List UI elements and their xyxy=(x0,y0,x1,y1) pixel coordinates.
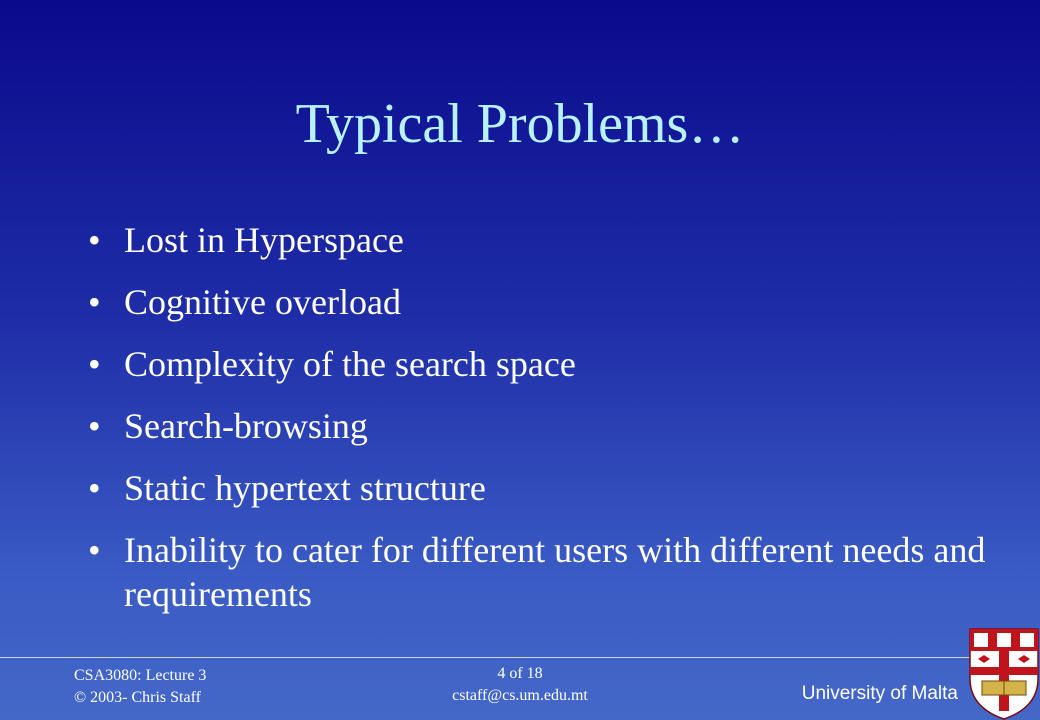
bullet-item xyxy=(88,280,988,324)
bullet-text: Lost in Hyperspace xyxy=(124,220,404,260)
bullet-text: Complexity of the search space xyxy=(124,344,576,384)
crest-top-block-1 xyxy=(974,633,988,647)
bullet-item xyxy=(88,218,988,262)
bullet-text: Inability to cater for different users with different needs and requirements xyxy=(124,530,986,614)
bullet-item xyxy=(88,528,988,616)
bullet-dot: • xyxy=(88,406,101,446)
institution-label: University of Malta xyxy=(801,683,958,704)
course-label: CSA3080: Lecture 3 xyxy=(74,667,207,684)
bullet-item xyxy=(88,342,988,386)
copyright-label: © 2003- Chris Staff xyxy=(74,689,201,706)
bullet-text: Static hypertext structure xyxy=(124,468,486,508)
bullet-item xyxy=(88,466,988,510)
bullet-dot: • xyxy=(88,220,101,260)
bullet-text: Cognitive overload xyxy=(124,282,401,322)
crest-cross-horizontal xyxy=(970,667,1038,675)
crest-top-block-3 xyxy=(1020,633,1034,647)
bullet-text: Search-browsing xyxy=(124,406,368,446)
page-number: 4 of 18 xyxy=(497,665,543,682)
slide-title: Typical Problems… xyxy=(295,93,745,155)
university-crest-icon xyxy=(968,627,1040,720)
email-label: cstaff@cs.um.edu.mt xyxy=(452,687,588,704)
bullet-dot: • xyxy=(88,468,101,508)
crest-top-block-2 xyxy=(997,633,1011,647)
bullet-list xyxy=(88,218,988,634)
bullet-dot: • xyxy=(88,530,101,570)
bullet-dot: • xyxy=(88,282,101,322)
bullet-dot: • xyxy=(88,344,101,384)
footer-divider xyxy=(0,657,970,658)
bullet-item xyxy=(88,404,988,448)
